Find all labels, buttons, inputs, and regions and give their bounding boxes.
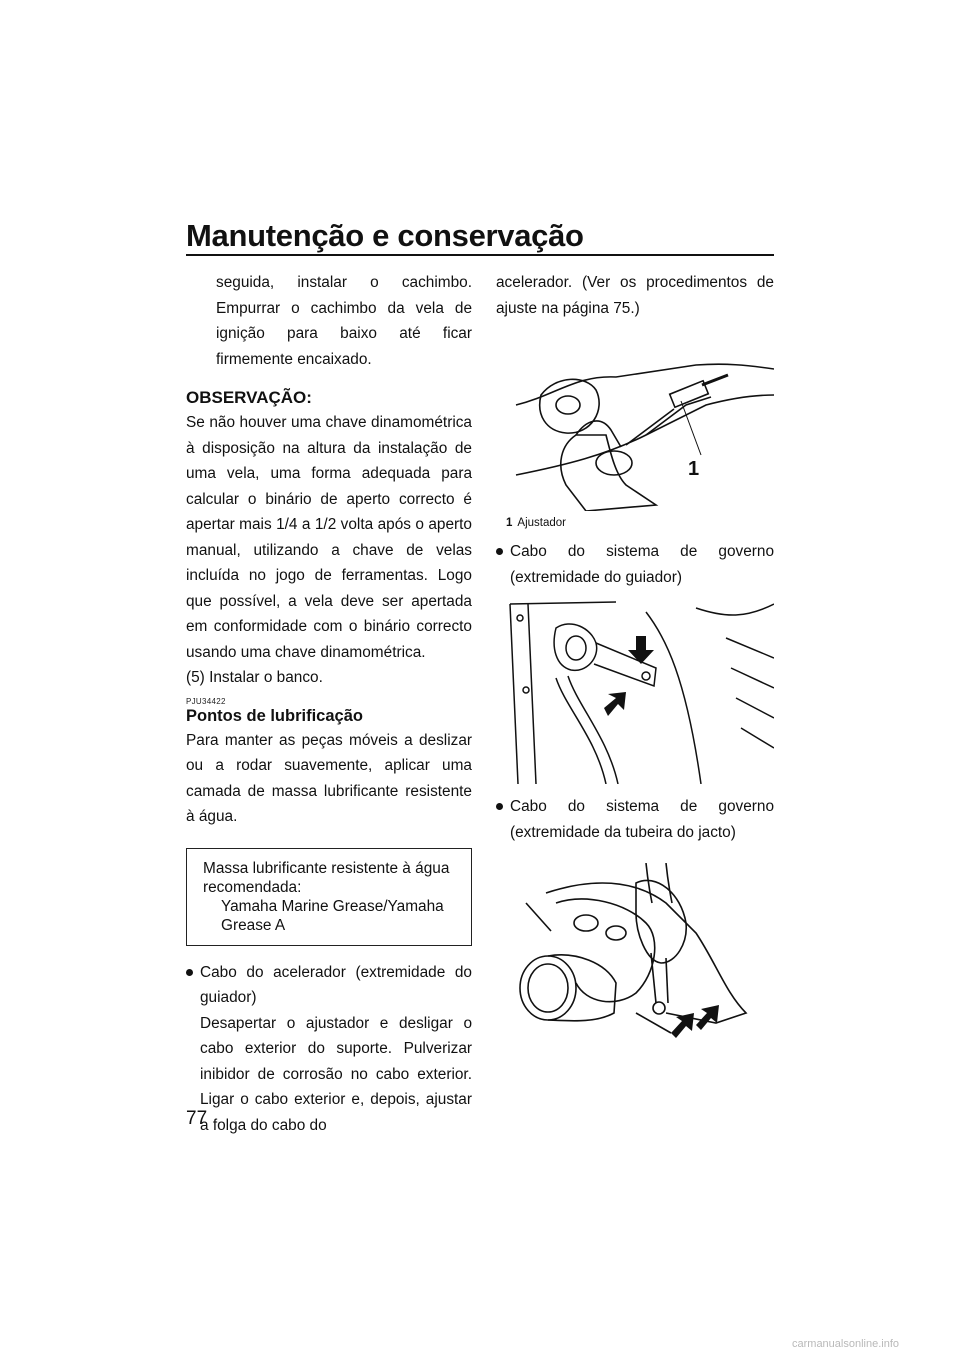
figure-steering-jet-nozzle-end <box>496 863 774 1053</box>
bullet-throttle-cable: Cabo do acelerador (extremidade do guiador) <box>186 960 472 1011</box>
intro-paragraph: seguida, instalar o cachimbo. Empurrar o cachimbo da vela de ignição para baixo até ficar firmemente encaixado. <box>216 274 472 368</box>
watermark: carmanualsonline.info <box>792 1338 900 1350</box>
left-column <box>186 270 472 1138</box>
note-paragraph: Se não houver uma chave dinamométrica à disposição na altura da instalação de uma vela, uma forma adequada para calcular o binário de aperto correcto é apertar mais 1/4 a 1/2 volta após o aperto manual, utilizando a chave de velas incluída no jogo de ferramentas. Logo que possível, a vela deve ser apertada em conformidade com o binário correcto usando uma chave dinamométrica. <box>186 414 472 661</box>
bullet-steering-handlebar: Cabo do sistema de governo (extremidade do guiador) <box>496 539 774 590</box>
lubrication-paragraph: Para manter as peças móveis a deslizar ou a rodar suavemente, aplicar uma camada de massa lubrificante resistente à água. <box>186 731 472 825</box>
caption-number: 1 <box>506 517 513 529</box>
figure-throttle-adjuster <box>496 335 774 511</box>
page-header-title: Manutenção e conservação <box>186 218 584 253</box>
document-code: PJU34422 <box>186 696 226 706</box>
header-rule <box>186 254 774 256</box>
bullet-steering-jet-nozzle: Cabo do sistema de governo (extremidade da tubeira do jacto) <box>496 794 774 845</box>
grease-spec-box <box>186 848 472 946</box>
continued-paragraph: acelerador. (Ver os procedimentos de ajuste na página 75.) <box>496 274 774 317</box>
figure-callout-1: 1 <box>688 458 700 480</box>
caption-text: Ajustador <box>517 517 566 529</box>
page-number: 77 <box>186 1108 208 1129</box>
note-heading: OBSERVAÇÃO: <box>186 388 312 407</box>
section-heading-lubrication: Pontos de lubrificação <box>186 706 363 725</box>
figure-steering-handlebar-end <box>496 598 774 784</box>
step-install-seat: (5) Instalar o banco. <box>186 669 323 686</box>
spec-value: Yamaha Marine Grease/Yamaha Grease A <box>221 897 444 934</box>
spec-label: Massa lubrificante resistente à água recomendada: <box>203 859 450 896</box>
figure-caption <box>506 517 774 529</box>
right-column <box>496 270 774 1053</box>
throttle-cable-instructions: Desapertar o ajustador e desligar o cabo exterior do suporte. Pulverizar inibidor de corrosão no cabo exterior. Ligar o cabo exterior e, depois, ajustar a folga do cabo do <box>200 1014 472 1134</box>
